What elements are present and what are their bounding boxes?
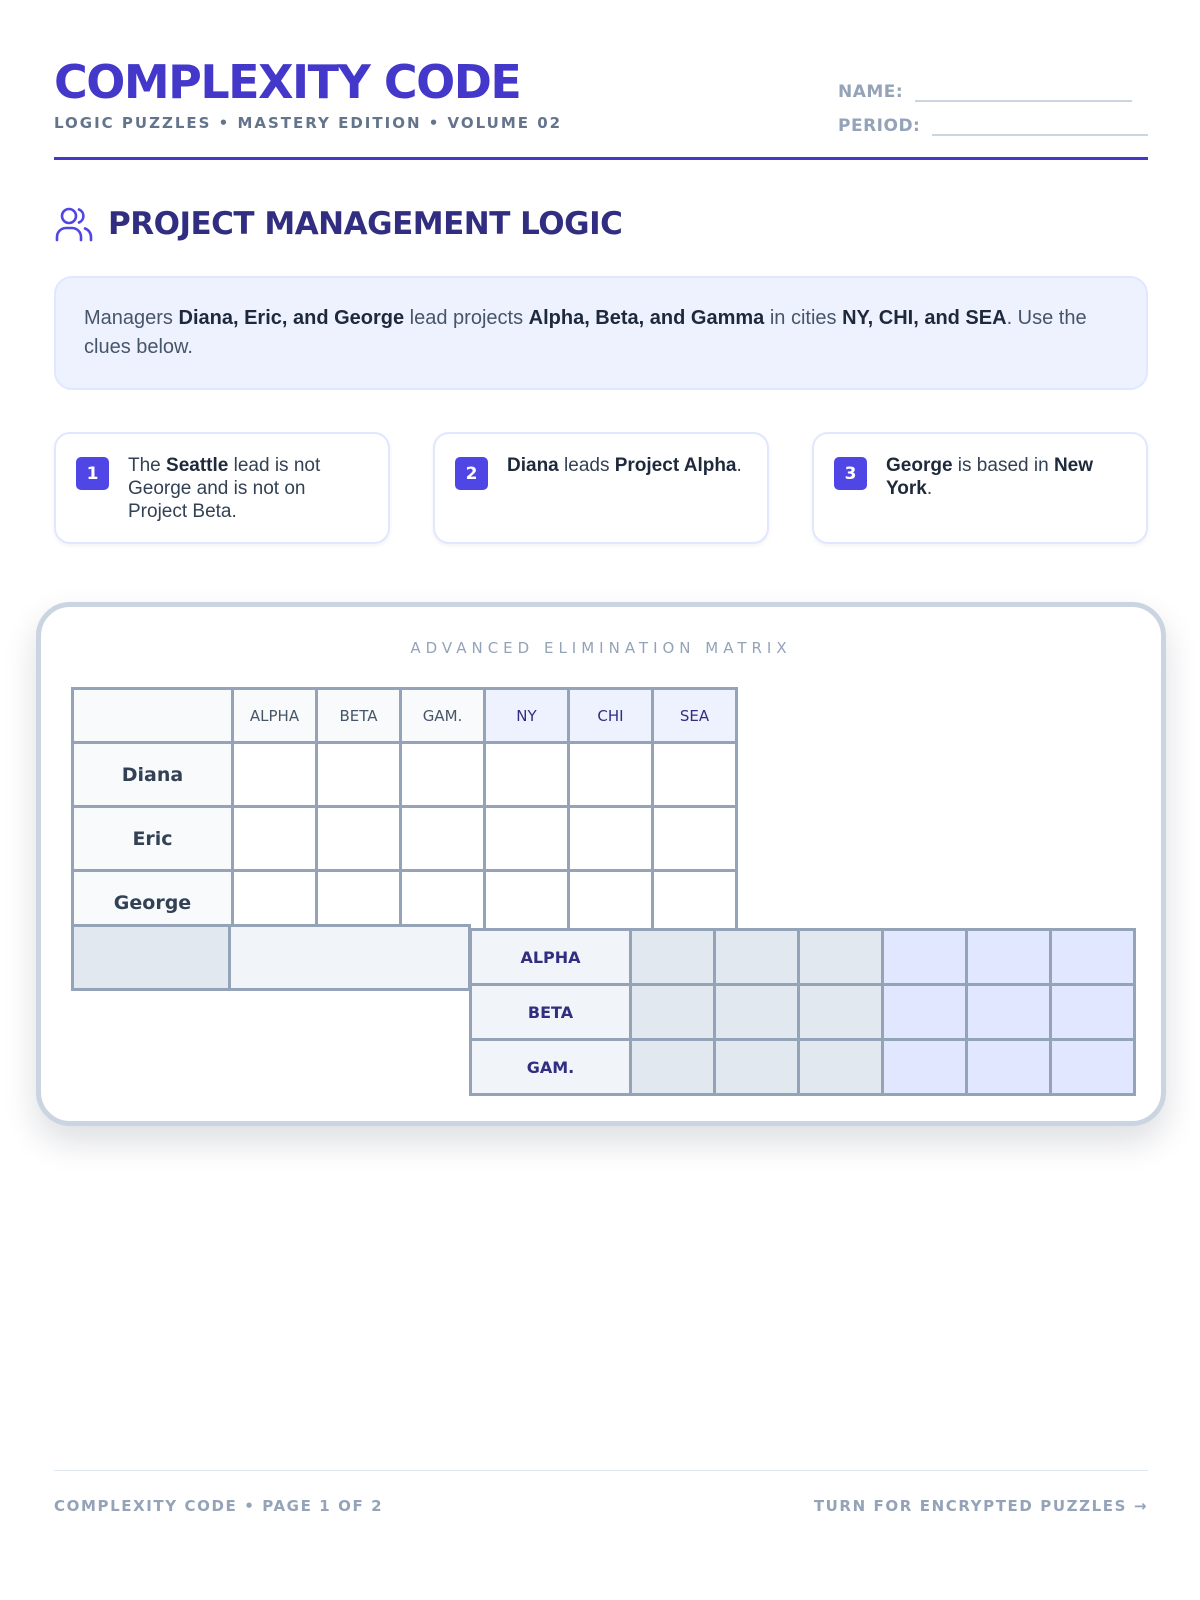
matrix-stub xyxy=(71,924,471,991)
intro-projects: Alpha, Beta, and Gamma xyxy=(528,307,765,329)
grid-cell[interactable] xyxy=(653,743,737,807)
intro-text: lead projects xyxy=(404,307,529,329)
column-header-ny: NY xyxy=(485,689,569,743)
brand-subtitle: LOGIC PUZZLES • MASTERY EDITION • VOLUME 02 xyxy=(54,114,563,132)
grid-cell[interactable] xyxy=(401,743,485,807)
row-header-diana: Diana xyxy=(73,743,233,807)
grid-cell[interactable] xyxy=(967,930,1051,985)
page-footer xyxy=(54,1470,1148,1515)
manager-grid xyxy=(71,687,738,936)
grid-cell[interactable] xyxy=(485,807,569,871)
grid-cell[interactable] xyxy=(317,807,401,871)
clue-keyword: New York xyxy=(886,455,1094,499)
intro-managers: Diana, Eric, and George xyxy=(178,307,405,329)
period-label: PERIOD: xyxy=(838,116,921,136)
section-title: PROJECT MANAGEMENT LOGIC xyxy=(108,206,623,242)
people-icon xyxy=(54,204,94,244)
clue-text xyxy=(886,454,1126,542)
grid-cell[interactable] xyxy=(715,930,799,985)
grid-cell[interactable] xyxy=(883,985,967,1040)
grid-cell[interactable] xyxy=(883,930,967,985)
grid-cell[interactable] xyxy=(967,1040,1051,1095)
column-header-alpha: ALPHA xyxy=(233,689,317,743)
row-header-beta: BETA xyxy=(471,985,631,1040)
grid-cell[interactable] xyxy=(569,743,653,807)
grid-corner xyxy=(73,689,233,743)
intro-text: Managers xyxy=(84,307,179,329)
row-header-george: George xyxy=(73,871,233,935)
grid-cell[interactable] xyxy=(569,871,653,935)
stub-block xyxy=(71,924,231,991)
row-header-eric: Eric xyxy=(73,807,233,871)
footer-page-info: COMPLEXITY CODE • PAGE 1 OF 2 xyxy=(54,1497,384,1515)
column-header-sea: SEA xyxy=(653,689,737,743)
footer-next-hint: TURN FOR ENCRYPTED PUZZLES → xyxy=(813,1497,1148,1515)
grid-cell[interactable] xyxy=(653,807,737,871)
clue-text xyxy=(507,454,742,542)
clue-card-1 xyxy=(54,432,390,544)
page-header xyxy=(54,56,1148,160)
grid-cell[interactable] xyxy=(653,871,737,935)
column-header-gamma: GAM. xyxy=(401,689,485,743)
grid-cell[interactable] xyxy=(401,807,485,871)
clue-text xyxy=(128,454,368,542)
name-field[interactable] xyxy=(915,80,1132,102)
clue-text-part: is based in xyxy=(952,455,1054,476)
grid-cell[interactable] xyxy=(1051,1040,1135,1095)
clue-keyword: Diana xyxy=(507,455,559,476)
clue-number-badge: 2 xyxy=(455,457,488,490)
intro-box xyxy=(54,276,1148,390)
elimination-matrix-card xyxy=(36,602,1166,1126)
clue-text-part: . xyxy=(926,478,933,499)
name-row xyxy=(838,68,1148,102)
grid-cell[interactable] xyxy=(631,985,715,1040)
clue-card-2 xyxy=(433,432,769,544)
row-header-alpha: ALPHA xyxy=(471,930,631,985)
clue-keyword: Seattle xyxy=(166,455,229,476)
grid-cell[interactable] xyxy=(1051,930,1135,985)
intro-cities: NY, CHI, and SEA xyxy=(842,307,1007,329)
column-header-chi: CHI xyxy=(569,689,653,743)
grid-cell[interactable] xyxy=(715,1040,799,1095)
period-field[interactable] xyxy=(932,114,1148,136)
brand-title: COMPLEXITY CODE xyxy=(54,55,521,109)
intro-text: . Use the clues below. xyxy=(84,307,1087,358)
clue-text-part: lead is not George and is not on Project Beta. xyxy=(128,455,321,522)
grid-cell[interactable] xyxy=(1051,985,1135,1040)
grid-cell[interactable] xyxy=(233,743,317,807)
row-header-gamma: GAM. xyxy=(471,1040,631,1095)
name-label: NAME: xyxy=(838,82,904,102)
clue-keyword: George xyxy=(886,455,953,476)
grid-cell[interactable] xyxy=(967,985,1051,1040)
clue-text-part: leads xyxy=(558,455,615,476)
clue-text-part: . xyxy=(736,455,742,476)
intro-text: in cities xyxy=(764,307,843,329)
grid-cell[interactable] xyxy=(233,807,317,871)
grid-cell[interactable] xyxy=(485,871,569,935)
grid-cell[interactable] xyxy=(799,985,883,1040)
stub-block xyxy=(231,924,471,991)
clue-keyword: Project Alpha xyxy=(614,455,737,476)
clue-number-badge: 3 xyxy=(834,457,867,490)
grid-cell[interactable] xyxy=(799,1040,883,1095)
grid-cell[interactable] xyxy=(883,1040,967,1095)
grid-cell[interactable] xyxy=(485,743,569,807)
clue-text-part: The xyxy=(128,455,167,476)
project-grid xyxy=(469,928,1136,1096)
clue-card-3 xyxy=(812,432,1148,544)
period-row xyxy=(838,102,1148,136)
matrix-caption: ADVANCED ELIMINATION MATRIX xyxy=(410,639,792,657)
student-info xyxy=(838,68,1148,136)
grid-cell[interactable] xyxy=(631,930,715,985)
clue-number-badge: 1 xyxy=(76,457,109,490)
grid-cell[interactable] xyxy=(715,985,799,1040)
grid-cell[interactable] xyxy=(631,1040,715,1095)
section-heading xyxy=(54,204,622,244)
grid-cell[interactable] xyxy=(799,930,883,985)
grid-cell[interactable] xyxy=(569,807,653,871)
column-header-beta: BETA xyxy=(317,689,401,743)
grid-cell[interactable] xyxy=(317,743,401,807)
